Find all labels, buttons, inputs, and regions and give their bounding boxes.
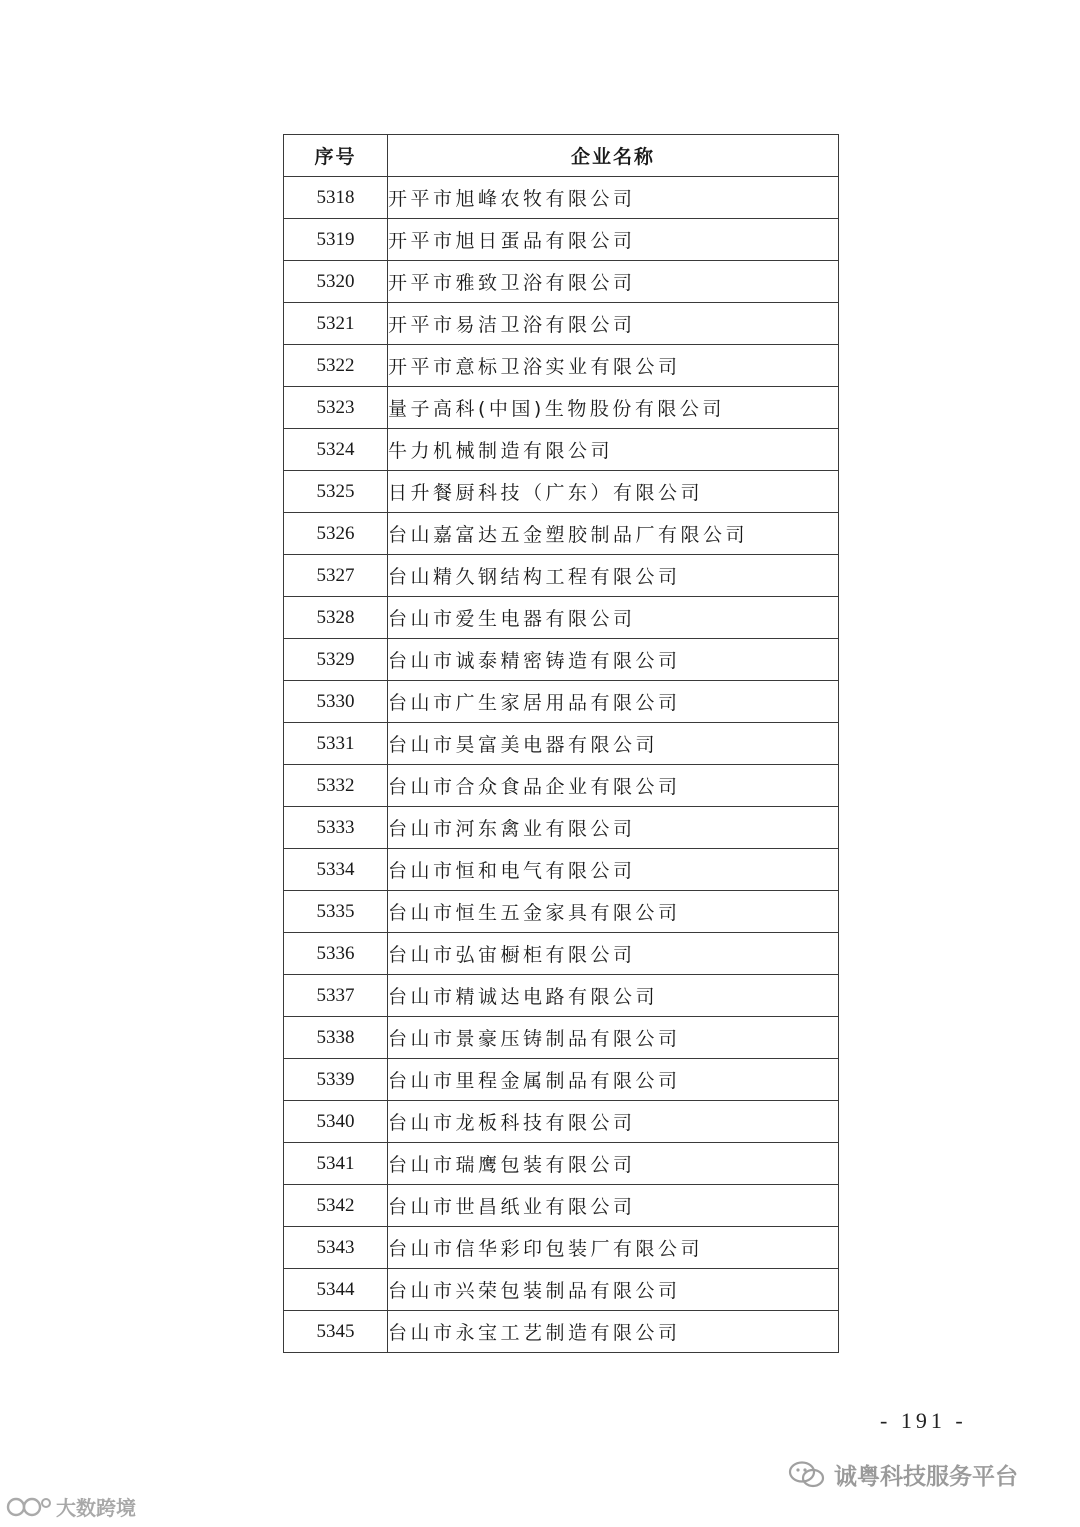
row-company-name: 台山市兴荣包装制品有限公司 [388,1269,839,1311]
table-row [284,1311,839,1353]
table-row [284,849,839,891]
row-seq: 5338 [284,1017,388,1059]
row-seq: 5328 [284,597,388,639]
row-seq: 5320 [284,261,388,303]
row-seq: 5334 [284,849,388,891]
table-row [284,765,839,807]
table-row [284,387,839,429]
table-row [284,429,839,471]
table-row [284,261,839,303]
logo-mark-icon [6,1494,52,1520]
row-company-name: 台山市河东禽业有限公司 [388,807,839,849]
table-row [284,555,839,597]
row-seq: 5336 [284,933,388,975]
row-company-name: 台山市信华彩印包装厂有限公司 [388,1227,839,1269]
table-row [284,1185,839,1227]
watermark-left-text: 大数跨境 [56,1496,136,1520]
table-row [284,597,839,639]
row-company-name: 台山市诚泰精密铸造有限公司 [388,639,839,681]
row-company-name: 台山市永宝工艺制造有限公司 [388,1311,839,1353]
row-seq: 5337 [284,975,388,1017]
header-name: 企业名称 [388,135,839,177]
row-seq: 5341 [284,1143,388,1185]
row-seq: 5325 [284,471,388,513]
row-company-name: 台山市恒生五金家具有限公司 [388,891,839,933]
row-company-name: 牛力机械制造有限公司 [388,429,839,471]
row-company-name: 台山精久钢结构工程有限公司 [388,555,839,597]
row-seq: 5322 [284,345,388,387]
watermark-left [6,1492,136,1521]
row-company-name: 台山市瑞鹰包装有限公司 [388,1143,839,1185]
wechat-icon [788,1460,826,1490]
table-row [284,177,839,219]
row-company-name: 台山市爱生电器有限公司 [388,597,839,639]
watermark-right-text: 诚粤科技服务平台 [834,1464,1018,1490]
row-company-name: 台山市精诚达电路有限公司 [388,975,839,1017]
table-row [284,513,839,555]
row-seq: 5330 [284,681,388,723]
row-company-name: 台山市恒和电气有限公司 [388,849,839,891]
table-row [284,1017,839,1059]
row-company-name: 开平市旭日蛋品有限公司 [388,219,839,261]
table-row [284,807,839,849]
table-row [284,1269,839,1311]
row-company-name: 台山市昊富美电器有限公司 [388,723,839,765]
row-company-name: 量子高科(中国)生物股份有限公司 [388,387,839,429]
row-seq: 5335 [284,891,388,933]
table-row [284,891,839,933]
enterprise-table [283,134,839,1353]
table-body [284,177,839,1353]
row-seq: 5326 [284,513,388,555]
row-seq: 5333 [284,807,388,849]
row-company-name: 台山市龙板科技有限公司 [388,1101,839,1143]
row-seq: 5340 [284,1101,388,1143]
table-row [284,639,839,681]
row-seq: 5329 [284,639,388,681]
row-company-name: 台山市世昌纸业有限公司 [388,1185,839,1227]
row-seq: 5327 [284,555,388,597]
table-row [284,303,839,345]
table-row [284,681,839,723]
header-seq: 序号 [284,135,388,177]
row-seq: 5321 [284,303,388,345]
row-seq: 5332 [284,765,388,807]
row-seq: 5339 [284,1059,388,1101]
row-company-name: 台山市里程金属制品有限公司 [388,1059,839,1101]
row-seq: 5331 [284,723,388,765]
table-row [284,1143,839,1185]
table-row [284,723,839,765]
row-company-name: 台山市合众食品企业有限公司 [388,765,839,807]
row-seq: 5344 [284,1269,388,1311]
row-company-name: 开平市雅致卫浴有限公司 [388,261,839,303]
table-row [284,1059,839,1101]
row-seq: 5343 [284,1227,388,1269]
table-row [284,933,839,975]
row-seq: 5324 [284,429,388,471]
row-company-name: 台山市景豪压铸制品有限公司 [388,1017,839,1059]
table-row [284,345,839,387]
table-row [284,1101,839,1143]
row-company-name: 台山嘉富达五金塑胶制品厂有限公司 [388,513,839,555]
table-row [284,219,839,261]
page-number: - 191 - [880,1408,967,1433]
table-row [284,1227,839,1269]
row-seq: 5318 [284,177,388,219]
row-seq: 5323 [284,387,388,429]
table-row [284,471,839,513]
watermark-right [788,1458,1018,1491]
row-seq: 5342 [284,1185,388,1227]
row-seq: 5319 [284,219,388,261]
row-seq: 5345 [284,1311,388,1353]
row-company-name: 开平市易洁卫浴有限公司 [388,303,839,345]
row-company-name: 台山市广生家居用品有限公司 [388,681,839,723]
row-company-name: 台山市弘宙橱柜有限公司 [388,933,839,975]
table-header-row [284,135,839,177]
row-company-name: 开平市旭峰农牧有限公司 [388,177,839,219]
row-company-name: 日升餐厨科技（广东）有限公司 [388,471,839,513]
table-row [284,975,839,1017]
row-company-name: 开平市意标卫浴实业有限公司 [388,345,839,387]
